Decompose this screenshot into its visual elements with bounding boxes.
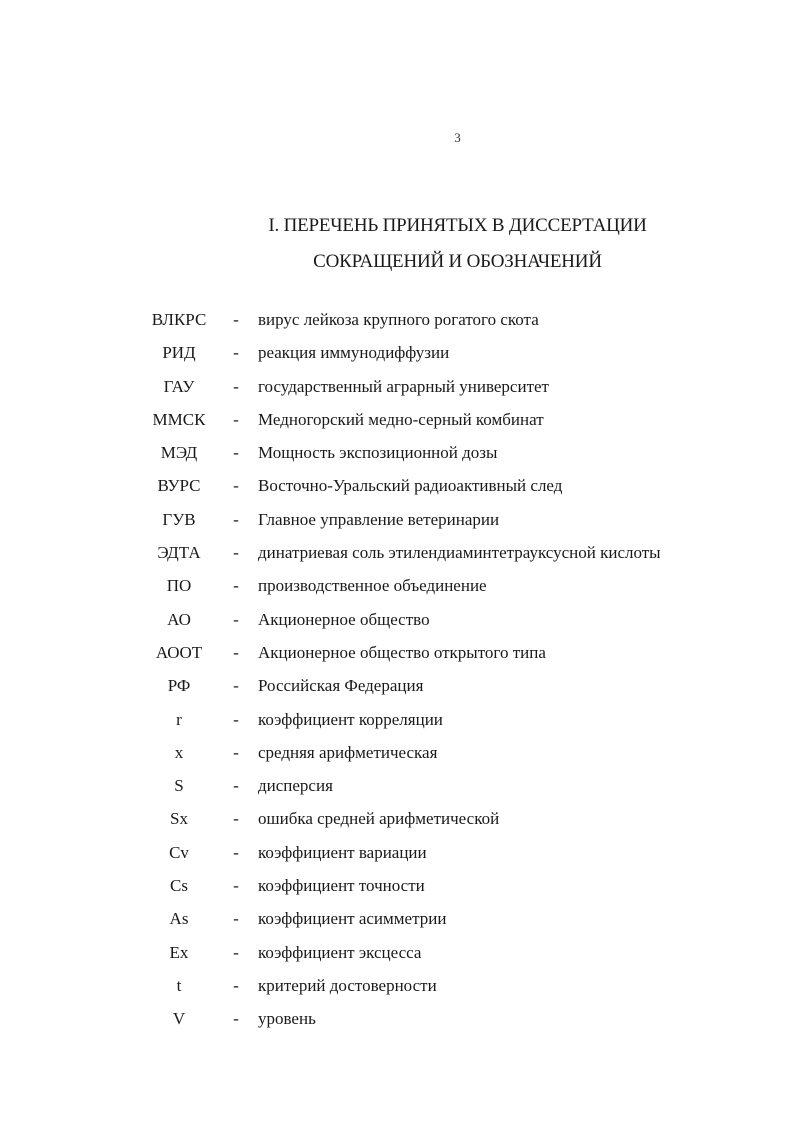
list-item bbox=[0, 669, 793, 702]
separator-dash: - bbox=[233, 842, 239, 862]
definition: Медногорский медно-серный комбинат bbox=[258, 409, 544, 429]
separator-dash: - bbox=[233, 509, 239, 529]
list-item bbox=[0, 636, 793, 669]
list-item bbox=[0, 869, 793, 902]
list-item bbox=[0, 536, 793, 569]
abbreviation: АО bbox=[167, 609, 191, 629]
separator-dash: - bbox=[233, 576, 239, 596]
definition: дисперсия bbox=[258, 776, 333, 796]
definition: Мощность экспозиционной дозы bbox=[258, 443, 498, 463]
list-item bbox=[0, 569, 793, 602]
abbreviation: x bbox=[174, 742, 184, 762]
abbreviation: РИД bbox=[162, 343, 196, 363]
definition: реакция иммунодиффузии bbox=[258, 343, 450, 363]
definition: производственное объединение bbox=[258, 576, 487, 596]
abbreviation: ГАУ bbox=[163, 376, 195, 396]
list-item bbox=[0, 436, 793, 469]
abbreviation: ВЛКРС bbox=[151, 310, 207, 329]
list-item bbox=[0, 370, 793, 403]
abbreviation: Cv bbox=[169, 842, 189, 862]
definition: Восточно-Уральский радиоактивный след bbox=[258, 476, 563, 496]
separator-dash: - bbox=[233, 942, 239, 962]
abbreviation: ММСК bbox=[152, 409, 206, 429]
abbreviation: S bbox=[174, 776, 184, 796]
definition: коэффициент эксцесса bbox=[258, 942, 422, 962]
separator-dash: - bbox=[233, 909, 239, 929]
title-line-2: СОКРАЩЕНИЙ И ОБОЗНАЧЕНИЙ bbox=[313, 251, 602, 272]
abbreviation: МЭД bbox=[160, 443, 198, 463]
separator-dash: - bbox=[233, 676, 239, 696]
page-number: 3 bbox=[454, 130, 461, 145]
definition: средняя арифметическая bbox=[258, 742, 438, 762]
abbreviation: АООТ bbox=[155, 642, 203, 662]
title-line-1: I. ПЕРЕЧЕНЬ ПРИНЯТЫХ В ДИССЕРТАЦИИ bbox=[268, 215, 647, 236]
separator-dash: - bbox=[233, 876, 239, 896]
separator-dash: - bbox=[233, 310, 239, 329]
abbreviation: Sx bbox=[170, 809, 188, 829]
separator-dash: - bbox=[233, 543, 239, 563]
definition: коэффициент асимметрии bbox=[258, 909, 447, 929]
list-item bbox=[0, 703, 793, 736]
separator-dash: - bbox=[233, 1009, 239, 1029]
definition: Главное управление ветеринарии bbox=[258, 509, 500, 529]
definition: динатриевая соль этилендиаминтетрауксусной кислоты bbox=[258, 543, 661, 563]
list-item bbox=[0, 736, 793, 769]
separator-dash: - bbox=[233, 742, 239, 762]
list-item bbox=[0, 802, 793, 835]
separator-dash: - bbox=[233, 609, 239, 629]
list-item bbox=[0, 936, 793, 969]
list-item bbox=[0, 403, 793, 436]
separator-dash: - bbox=[233, 376, 239, 396]
abbreviation: As bbox=[169, 909, 189, 929]
abbreviation: ВУРС bbox=[157, 476, 201, 496]
separator-dash: - bbox=[233, 476, 239, 496]
abbreviation: V bbox=[172, 1009, 186, 1029]
separator-dash: - bbox=[233, 443, 239, 463]
abbreviation-list bbox=[0, 303, 793, 1036]
abbreviation: t bbox=[176, 975, 182, 995]
separator-dash: - bbox=[233, 776, 239, 796]
list-item bbox=[0, 603, 793, 636]
definition: коэффициент вариации bbox=[258, 842, 427, 862]
abbreviation: ЭДТА bbox=[157, 543, 201, 563]
abbreviation: РФ bbox=[167, 676, 191, 696]
list-item bbox=[0, 469, 793, 502]
definition: ошибка средней арифметической bbox=[258, 809, 500, 829]
definition: Российская Федерация bbox=[258, 676, 424, 696]
abbreviation: Cs bbox=[170, 876, 188, 896]
definition: критерий достоверности bbox=[258, 975, 437, 995]
list-item bbox=[0, 902, 793, 935]
separator-dash: - bbox=[233, 975, 239, 995]
abbreviation: Ex bbox=[169, 942, 189, 962]
separator-dash: - bbox=[233, 809, 239, 829]
page-title bbox=[0, 208, 793, 280]
separator-dash: - bbox=[233, 642, 239, 662]
list-item bbox=[0, 503, 793, 536]
list-item bbox=[0, 303, 793, 336]
separator-dash: - bbox=[233, 343, 239, 363]
list-item bbox=[0, 969, 793, 1002]
list-item bbox=[0, 336, 793, 369]
separator-dash: - bbox=[233, 709, 239, 729]
list-item bbox=[0, 1002, 793, 1035]
definition: уровень bbox=[258, 1009, 316, 1029]
definition: коэффициент корреляции bbox=[258, 709, 443, 729]
abbreviation: r bbox=[176, 709, 182, 729]
definition: государственный аграрный университет bbox=[258, 376, 549, 396]
abbreviation: ГУВ bbox=[162, 509, 196, 529]
list-item bbox=[0, 769, 793, 802]
definition: Акционерное общество bbox=[258, 609, 430, 629]
separator-dash: - bbox=[233, 409, 239, 429]
definition: Акционерное общество открытого типа bbox=[258, 642, 546, 662]
list-item bbox=[0, 836, 793, 869]
definition: коэффициент точности bbox=[258, 876, 425, 896]
abbreviation: ПО bbox=[166, 576, 192, 596]
definition: вирус лейкоза крупного рогатого скота bbox=[258, 310, 539, 329]
